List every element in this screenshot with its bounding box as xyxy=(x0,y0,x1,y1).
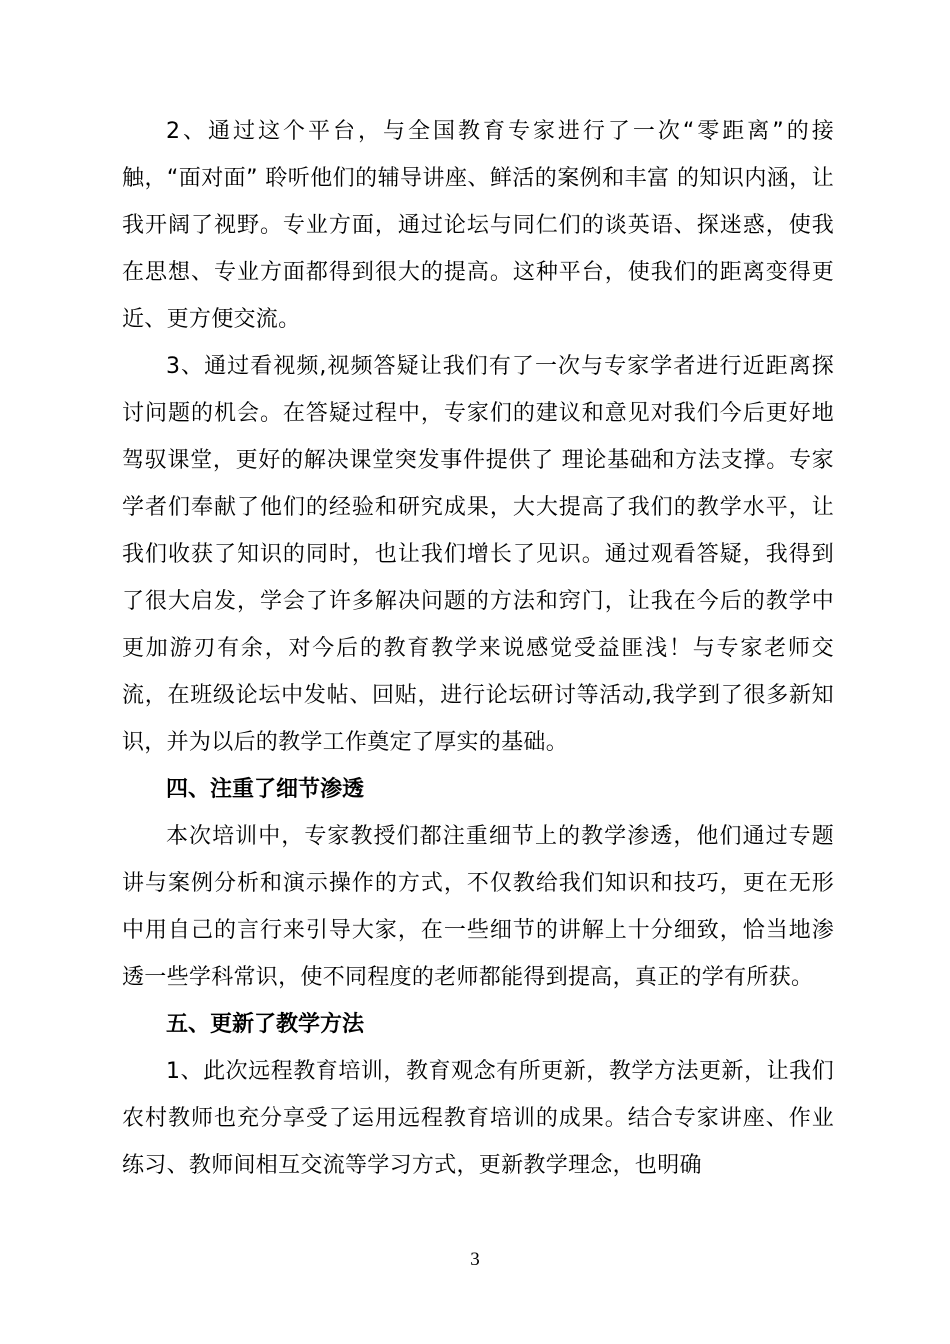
paragraph-3-video: 3、通过看视频,视频答疑让我们有了一次与专家学者进行近距离探讨问题的机会。在答疑过程中，专家们的建议和意见对我们今后更好地驾驭课堂，更好的解决课堂突发事件提供了 理论基础和方法支撑。专家学者们奉献了他们的经验和研究成果，大大提高了我们的教学水平，让我们收获了知识的同时，也让我们增长了见识。通过观看答疑，我得到了很大启发，学会了许多解决问题的方法和窍门，让我在今后的教学中更加游刃有余，对今后的教育教学来说感觉受益匪浅！与专家老师交流，在班级论坛中发帖、回贴，进行论坛研讨等活动,我学到了很多新知识，并为以后的教学工作奠定了厚实的基础。 xyxy=(122,354,834,755)
page-number: 3 xyxy=(470,1249,480,1270)
paragraph-2-platform: 2、通过这个平台，与全国教育专家进行了一次“零距离”的接触，“面对面” 聆听他们的辅导讲座、鲜活的案例和丰富 的知识内涵，让我开阔了视野。专业方面，通过论坛与同仁们的谈英语、探迷惑，使我在思想、专业方面都得到很大的提高。这种平台，使我们的距离变得更近、更方便交流。 xyxy=(122,119,834,332)
paragraph-details: 本次培训中，专家教授们都注重细节上的教学渗透，他们通过专题讲与案例分析和演示操作的方式，不仅教给我们知识和技巧，更在无形中用自己的言行来引导大家，在一些细节的讲解上十分细致，恰当地渗透一些学科常识，使不同程度的老师都能得到提高，真正的学有所获。 xyxy=(122,824,834,990)
paragraph-methods-1: 1、此次远程教育培训，教育观念有所更新，教学方法更新，让我们农村教师也充分享受了运用远程教育培训的成果。结合专家讲座、作业练习、教师间相互交流等学习方式，更新教学理念，也明确 xyxy=(122,1059,834,1178)
page-body xyxy=(122,108,834,1189)
section-heading-5: 五、更新了教学方法 xyxy=(166,1012,365,1037)
section-heading-4: 四、注重了细节渗透 xyxy=(166,777,365,802)
